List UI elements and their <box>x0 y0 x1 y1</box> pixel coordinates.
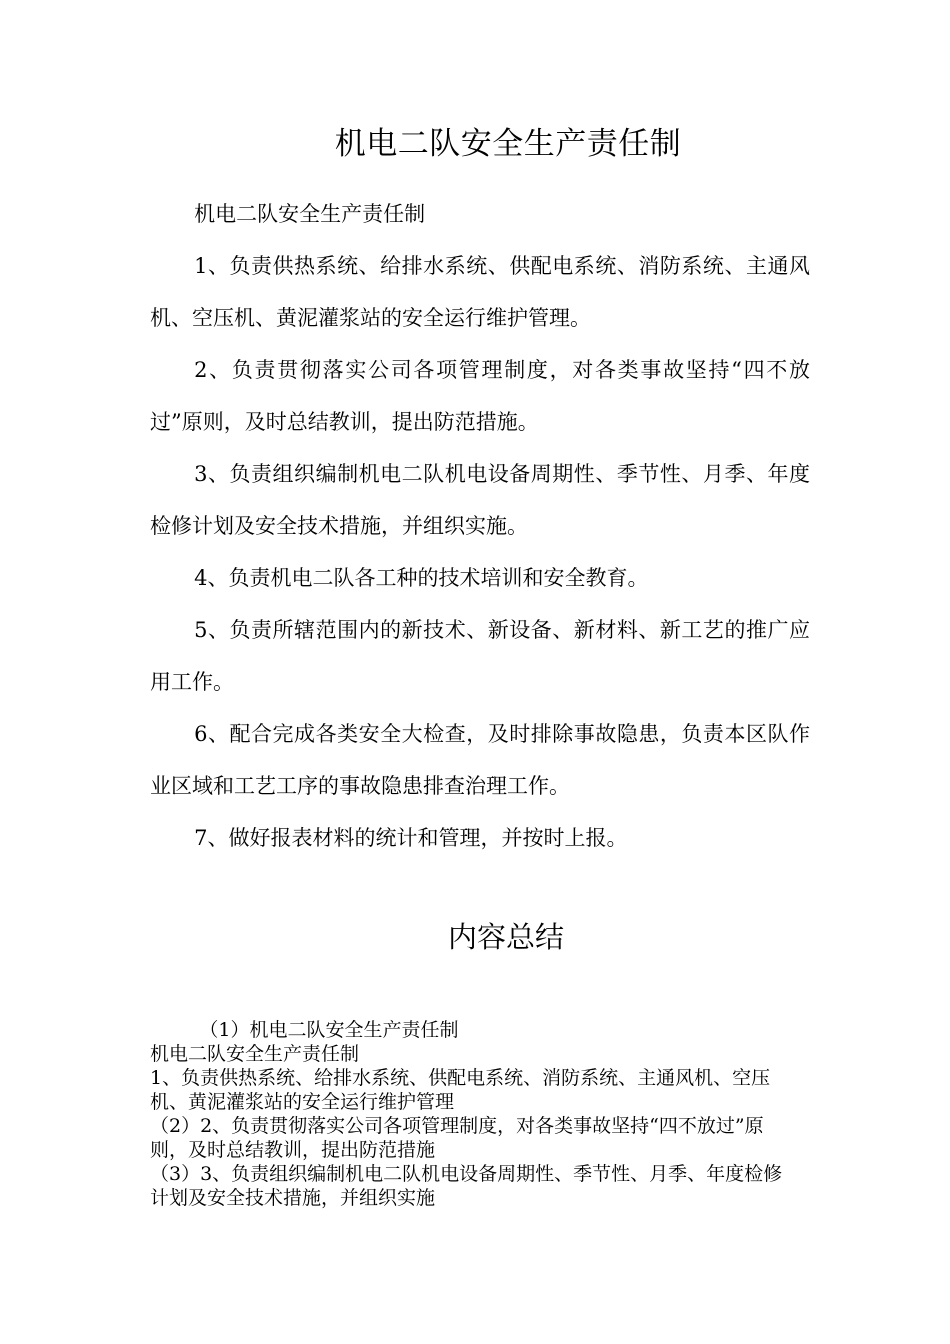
summary-line: 1、负责供热系统、给排水系统、供配电系统、消防系统、主通风机、空压机、黄泥灌浆站的安全运行维护管理 <box>150 1067 771 1113</box>
summary-line: （1）机电二队安全生产责任制 <box>199 1019 459 1041</box>
summary-line: （3）3、负责组织编制机电二队机电设备周期性、季节性、月季、年度检修计划及安全技术措施，并组织实施 <box>150 1163 783 1209</box>
summary-title: 内容总结 <box>447 920 564 954</box>
paragraph: 机电二队安全生产责任制 <box>194 202 426 226</box>
summary-section <box>150 1018 800 1210</box>
paragraph: 4、负责机电二队各工种的技术培训和安全教育。 <box>194 566 649 590</box>
paragraph: 5、负责所辖范围内的新技术、新设备、新材料、新工艺的推广应用工作。 <box>150 618 810 694</box>
document-body <box>150 188 810 864</box>
summary-line: （2）2、负责贯彻落实公司各项管理制度，对各类事故坚持“四不放过”原则，及时总结教训，提出防范措施 <box>150 1115 764 1161</box>
paragraph: 1、负责供热系统、给排水系统、供配电系统、消防系统、主通风机、空压机、黄泥灌浆站的安全运行维护管理。 <box>150 254 810 330</box>
paragraph: 2、负责贯彻落实公司各项管理制度，对各类事故坚持“四不放过”原则，及时总结教训，提出防范措施。 <box>150 358 810 434</box>
summary-line: 机电二队安全生产责任制 <box>150 1043 360 1065</box>
paragraph: 7、做好报表材料的统计和管理，并按时上报。 <box>194 826 628 850</box>
paragraph: 3、负责组织编制机电二队机电设备周期性、季节性、月季、年度检修计划及安全技术措施，并组织实施。 <box>150 462 810 538</box>
document-title: 机电二队安全生产责任制 <box>334 126 682 162</box>
paragraph: 6、配合完成各类安全大检查，及时排除事故隐患，负责本区队作业区域和工艺工序的事故隐患排查治理工作。 <box>150 722 810 798</box>
